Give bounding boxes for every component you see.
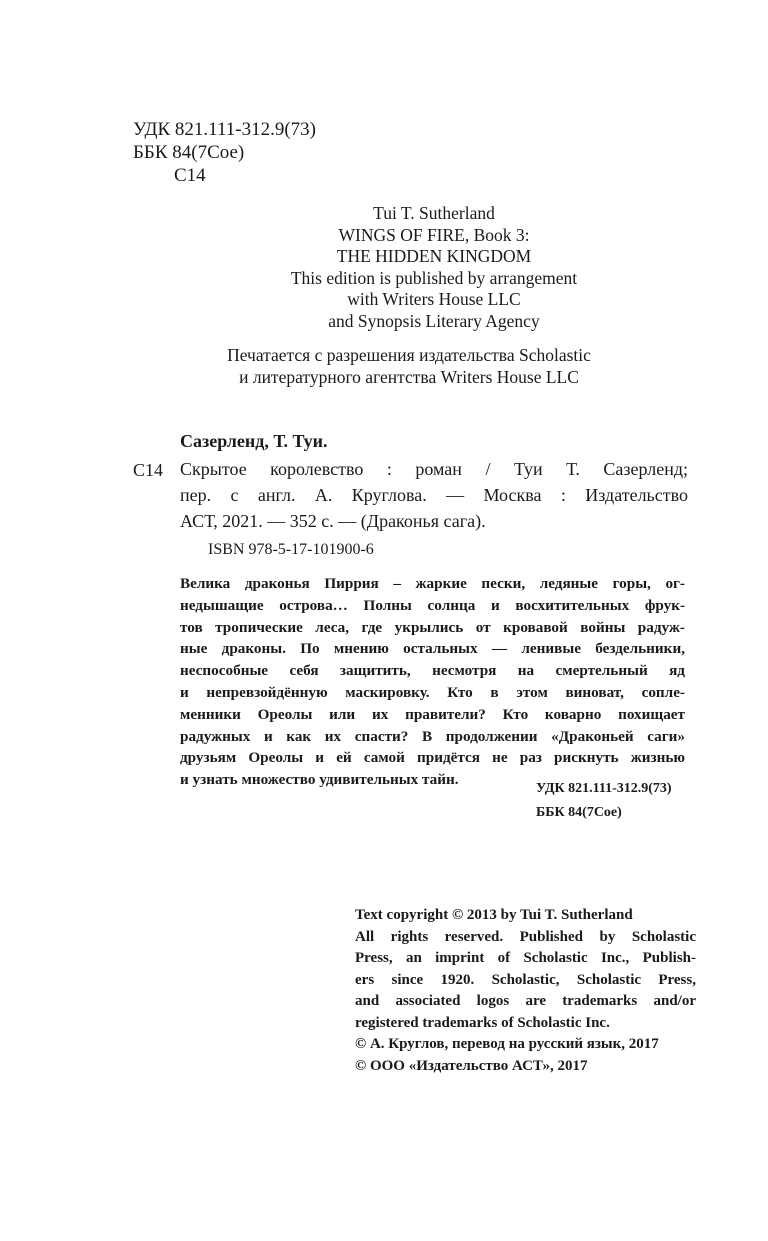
copyright-line: and associated logos are trademarks and/or (355, 993, 696, 1009)
copyright-line: registered trademarks of Scholastic Inc. (355, 1014, 610, 1031)
copyright-line: Press, an imprint of Scholastic Inc., Publish- (355, 950, 696, 966)
catalog-description-line: АСТ, 2021. — 352 с. — (Драконья сага). (180, 511, 486, 531)
annotation-line: недышащие острова… Полны солнца и восхитительных фрук- (180, 596, 685, 614)
annotation-line: Велика драконья Пиррия – жаркие пески, ледяные горы, ог- (180, 575, 685, 592)
catalog-author-heading: Сазерленд, Т. Туи. (180, 431, 328, 451)
annotation-line: радужных и как их спасти? В продолжении «Драконьей саги» (180, 727, 685, 745)
annotation-line: и непревзойдённую маскировку. Кто в этом виноват, сопле- (180, 683, 685, 701)
isbn: ISBN 978-5-17-101900-6 (208, 541, 374, 558)
permission-note (175, 345, 643, 389)
annotation-line: друзьям Ореолы и ей самой придётся не раз рискнуть жизнью (180, 749, 685, 767)
annotation-line: тов тропические леса, где укрылись от кровавой войны радуж- (180, 618, 685, 636)
original-author: Tui T. Sutherland (373, 203, 495, 223)
catalog-description-line: пер. с англ. А. Круглова. — Москва : Издательство (180, 485, 688, 505)
udk-code-repeat: УДК 821.111-312.9(73) (536, 781, 672, 796)
udk-code: УДК 821.111-312.9(73) (133, 119, 316, 140)
catalog-code: С14 (133, 460, 164, 480)
copyright-line: © А. Круглов, перевод на русский язык, 2017 (355, 1036, 659, 1052)
copyright-line: All rights reserved. Published by Scholastic (355, 928, 696, 945)
arrangement-line: This edition is published by arrangement (290, 267, 578, 288)
author-sign: С14 (174, 165, 206, 186)
copyright-line: © ООО «Издательство АСТ», 2017 (355, 1057, 588, 1074)
copyright-line: Text copyright © 2013 by Tui T. Sutherland (355, 907, 633, 923)
copyright-line: ers since 1920. Scholastic, Scholastic Press, (355, 971, 696, 988)
original-title: THE HIDDEN KINGDOM (336, 246, 532, 267)
annotation-line: ные драконы. По мнению остальных — ленивые бездельники, (180, 640, 685, 658)
annotation (180, 575, 685, 793)
permission-line: и литературного агентства Writers House LLC (239, 367, 579, 387)
arrangement-line: with Writers House LLC (347, 289, 521, 310)
arrangement-line: and Synopsis Literary Agency (328, 310, 540, 331)
classification-repeat (536, 781, 672, 829)
classification-block (133, 120, 316, 189)
original-series: WINGS OF FIRE, Book 3: (338, 224, 530, 245)
permission-line: Печатается с разрешения издательства Scholastic (227, 345, 591, 365)
bbk-code: ББК 84(7Сое) (133, 142, 245, 163)
annotation-line: и узнать множество удивительных тайн. (180, 771, 459, 789)
bbk-code-repeat: ББК 84(7Сое) (536, 805, 622, 820)
annotation-line: неспособные себя защитить, несмотря на смертельный яд (180, 662, 685, 680)
copyright-block (355, 907, 696, 1079)
catalog-description-line: Скрытое королевство : роман / Туи Т. Сазерленд; (180, 459, 688, 479)
original-edition-credits (200, 203, 668, 333)
annotation-line: менники Ореолы или их правители? Кто коварно похищает (180, 705, 685, 723)
catalog-description (180, 459, 688, 537)
